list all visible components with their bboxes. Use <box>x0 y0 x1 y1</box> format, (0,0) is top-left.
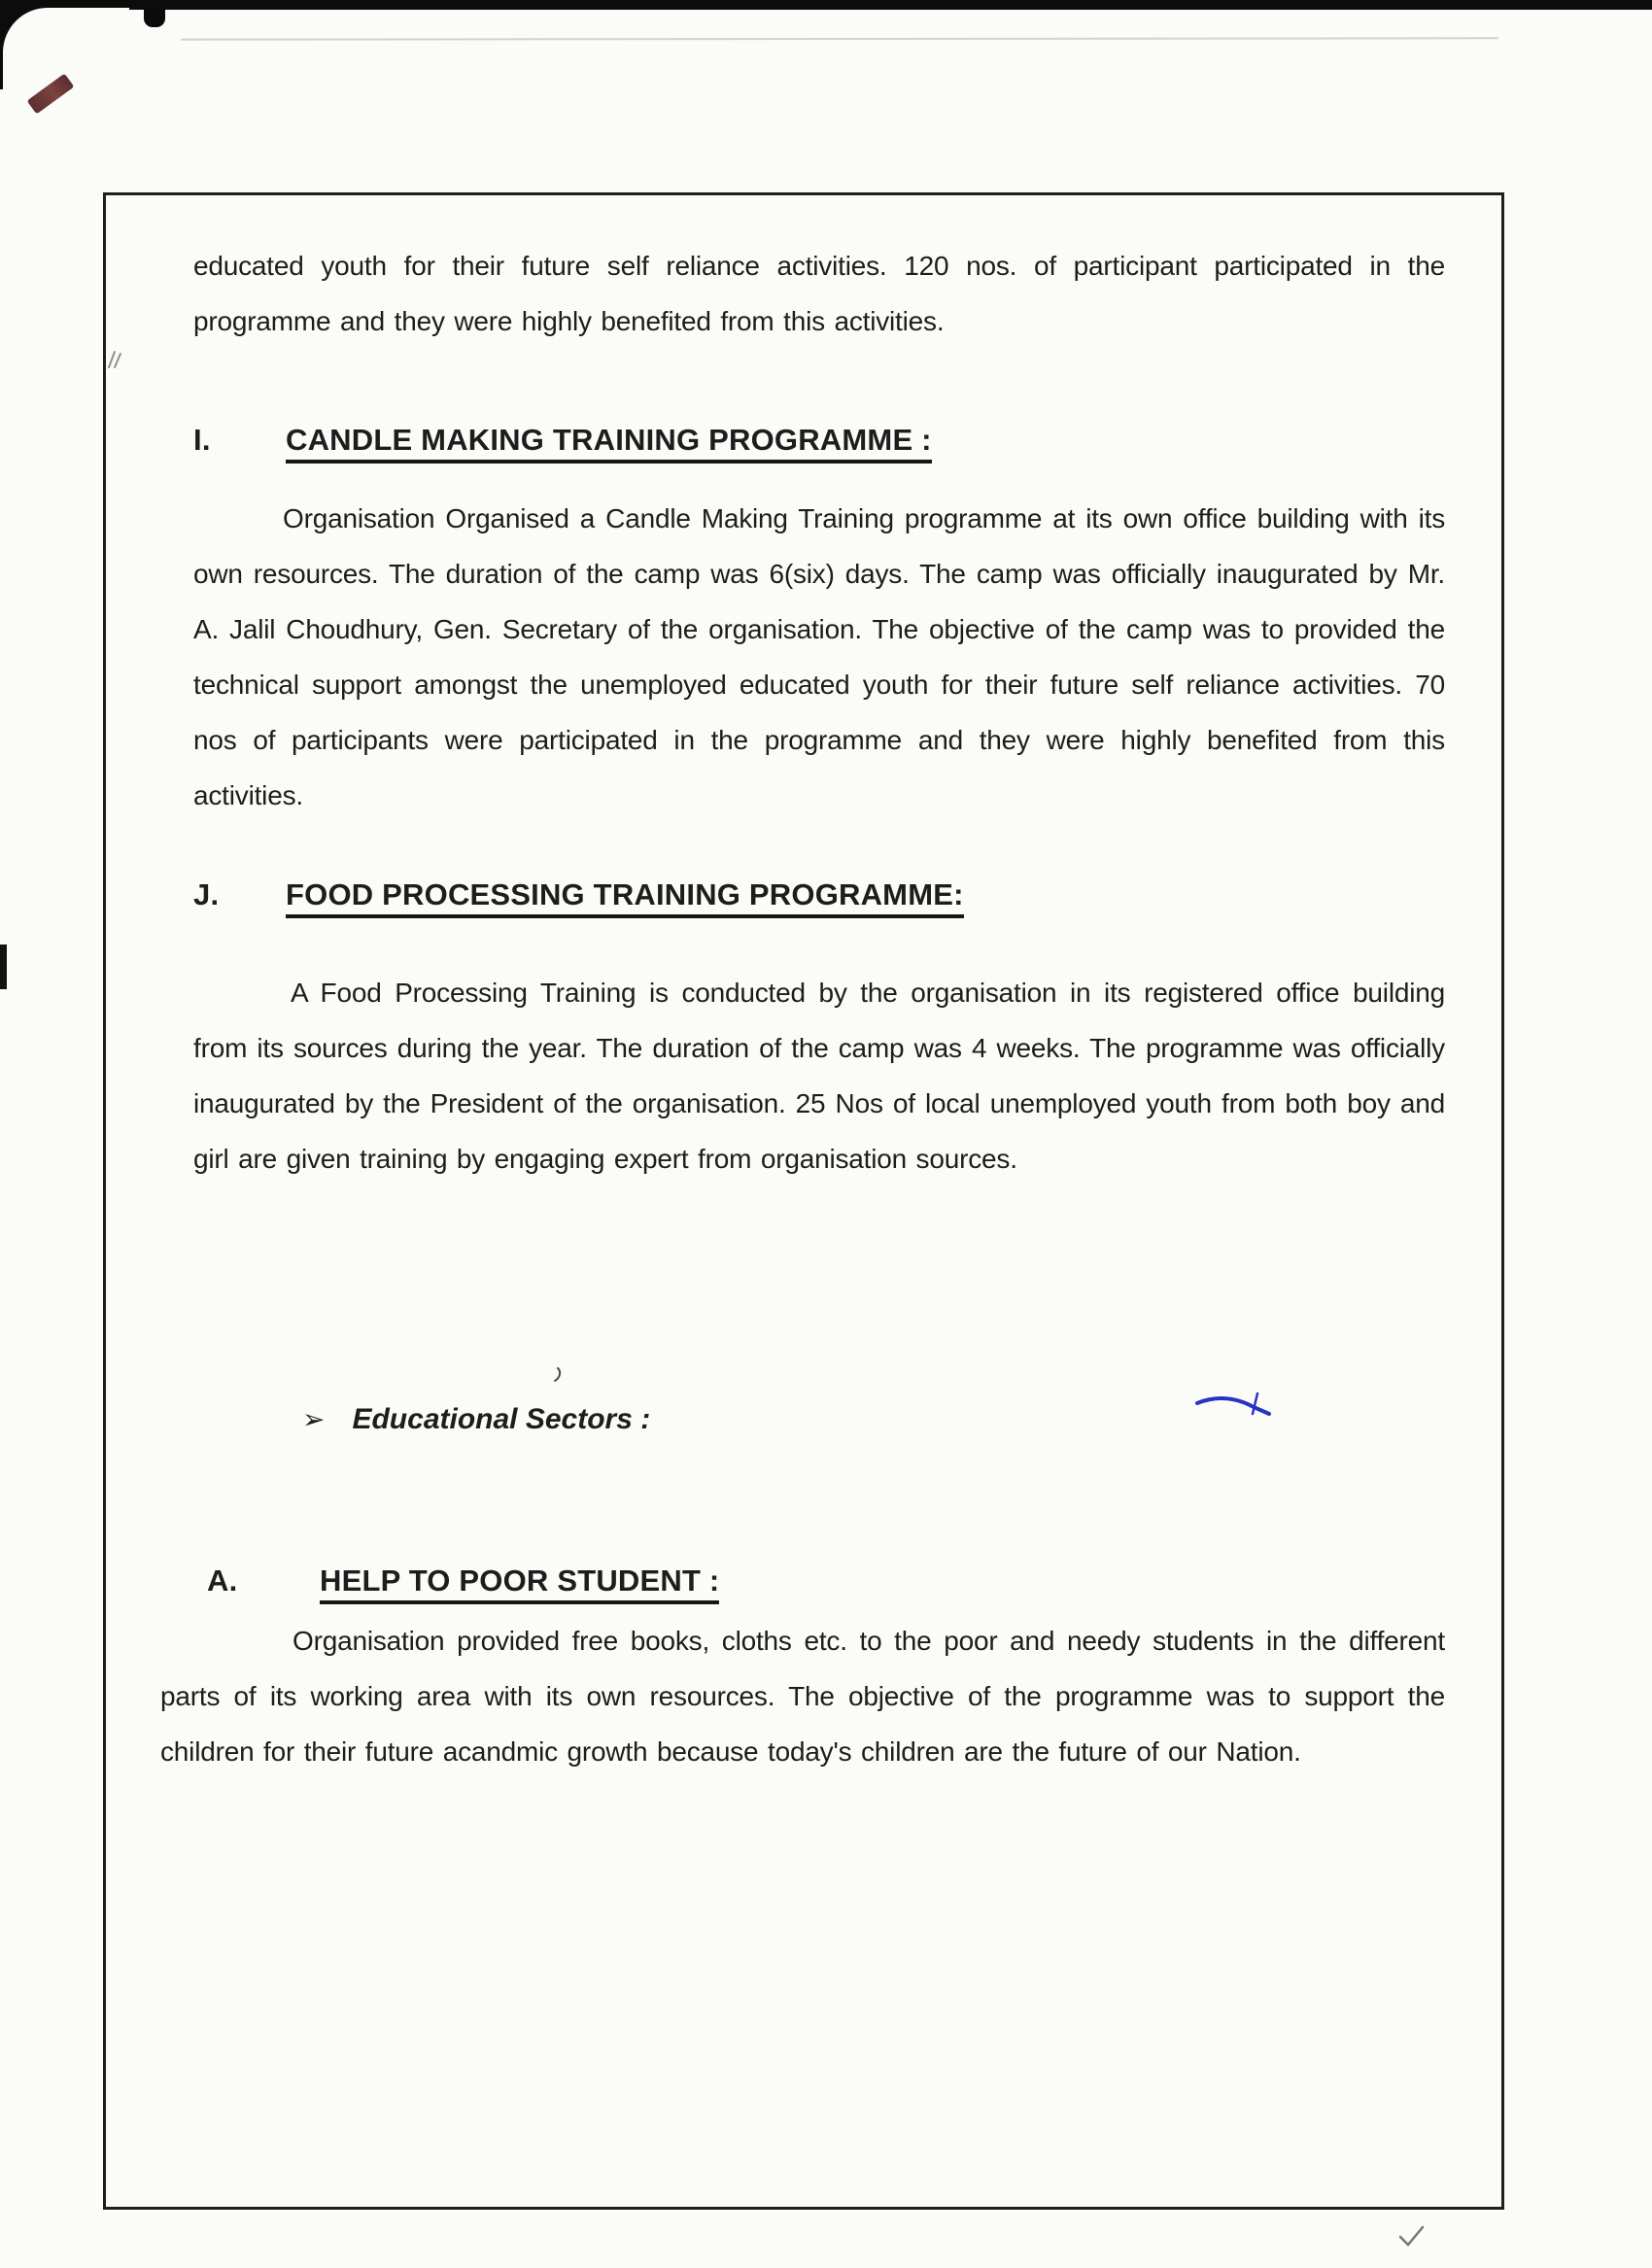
educational-sectors-bullet <box>302 1396 1445 1443</box>
section-title: FOOD PROCESSING TRAINING PROGRAMME: <box>286 877 964 918</box>
scanner-edge-blob <box>144 8 165 27</box>
scan-fold-line <box>181 37 1498 40</box>
document-border-frame <box>103 192 1504 2210</box>
section-heading-help-to-poor-student <box>193 1560 1445 1602</box>
arrow-bullet-icon: ➢ <box>302 1404 326 1434</box>
intro-paragraph: educated youth for their future self reliance activities. 120 nos. of participant participated in the programme and they were highly benefited from this activities. <box>193 251 1445 336</box>
pencil-tick-mark <box>1397 2223 1427 2249</box>
page-rounded-corner <box>3 8 129 134</box>
section-body-help-to-poor-student: Organisation provided free books, cloths etc. to the poor and needy students in the different parts of its working area with its own resources. The objective of the programme was to support the children for their future acandmic growth because today's children are the future of our Nation. <box>160 1626 1445 1767</box>
section-title: HELP TO POOR STUDENT : <box>320 1564 719 1604</box>
section-label: A. <box>207 1564 238 1598</box>
section-heading-candle-making <box>193 419 1445 462</box>
section-label: J. <box>193 877 220 911</box>
scanner-edge-top <box>0 0 1652 10</box>
section-label: I. <box>193 423 211 457</box>
section-title: CANDLE MAKING TRAINING PROGRAMME : <box>286 423 932 464</box>
section-body-candle-making: Organisation Organised a Candle Making Training programme at its own office building with its own resources. The duration of the camp was 6(six) days. The camp was officially inaugurated by Mr. A. Jalil Choudhury, Gen. Secretary of the organisation. The objective of the camp was to provided the technical support amongst the unemployed educated youth for their future self reliance activities. 70 nos of participants were participated in the programme and they were highly benefited from this activities. <box>193 503 1445 810</box>
scanner-edge-notch <box>0 945 7 989</box>
section-heading-food-processing <box>193 874 1445 916</box>
section-body-food-processing: A Food Processing Training is conducted by the organisation in its registered office building from its sources during the year. The duration of the camp was 4 weeks. The programme was officially inaugurated by the President of the organisation. 25 Nos of local unemployed youth from both boy and girl are given training by engaging expert from organisation sources. <box>193 978 1445 1174</box>
bullet-label: Educational Sectors : <box>352 1403 651 1435</box>
